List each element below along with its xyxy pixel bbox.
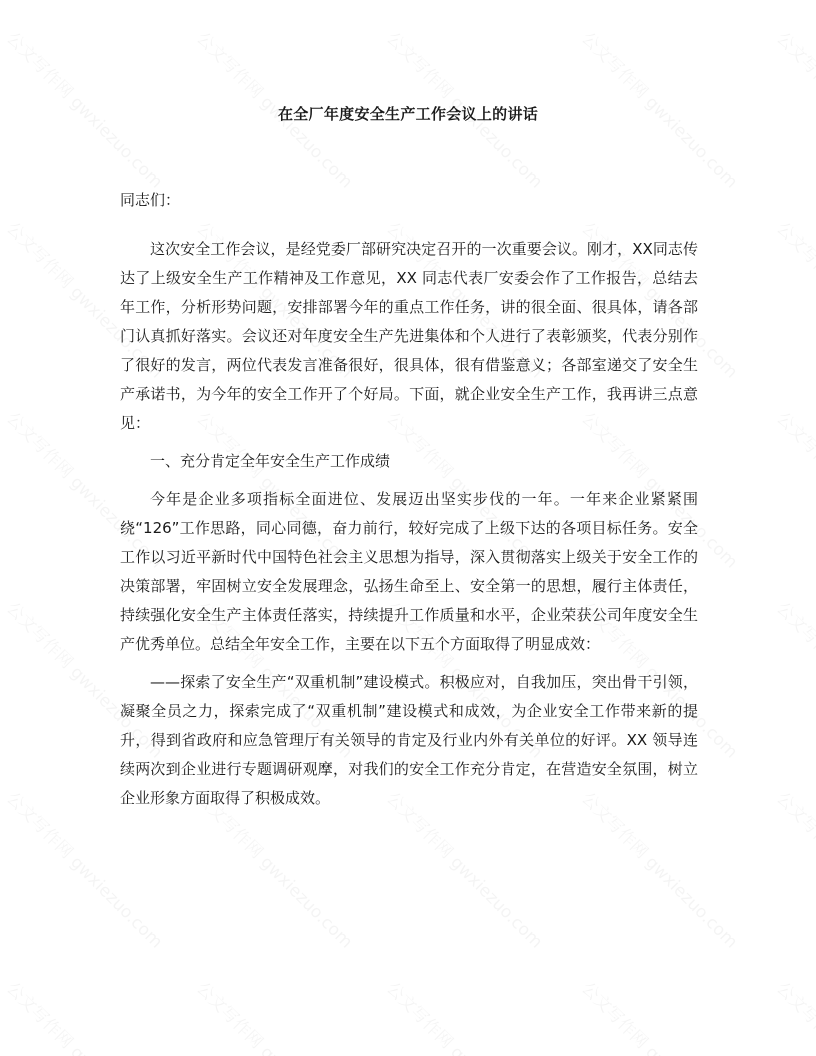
watermark-text-27	[382, 975, 549, 1056]
watermark-text-19	[772, 595, 816, 762]
watermark-text-28	[577, 975, 744, 1056]
paragraph-achievements: 今年是企业多项指标全面进位、发展迈出坚实步伐的一年。一年来企业紧紧围绕“126”工作思路，同心同德，奋力前行，较好完成了上级下达的各项目标任务。安全工作以习近平新时代中国特色社会主义思想为指导，深入贯彻落实上级关于安全工作的决策部署，牢固树立安全发展理念，弘扬生命至上、安全第一的思想，履行主体责任，持续强化安全生产主体责任落实，持续提升工作质量和水平，企业荣获公司年度安全生产优秀单位。总结全年安全工作，主要在以下五个方面取得了明显成效：	[120, 490, 698, 653]
document-body	[120, 186, 698, 822]
paragraph-dual-mechanism: ——探索了安全生产“双重机制”建设模式。积极应对，自我加压，突出骨干引领，凝聚全员之力，探索完成了“双重机制”建设模式和成效，为企业安全工作带来新的提升，得到省政府和应急管理厅有关领导的肯定及行业内外有关单位的好评。XX 领导连续两次到企业进行专题调研观摩，对我们的安全工作充分肯定，在营造安全氛围，树立企业形象方面取得了积极成效。	[120, 673, 698, 807]
watermark-text-14	[772, 405, 816, 572]
watermark-text-26	[192, 975, 359, 1056]
watermark-text-25	[2, 975, 169, 1056]
watermark-text-9	[772, 215, 816, 382]
section-heading-1: 一、充分肯定全年安全生产工作成绩	[150, 452, 391, 470]
document-title: 在全厂年度安全生产工作会议上的讲话	[277, 105, 539, 123]
salutation: 同志们：	[120, 191, 181, 209]
watermark-text-24	[772, 785, 816, 952]
watermark-text-29	[772, 975, 816, 1056]
paragraph-intro: 这次安全工作会议，是经党委厂部研究决定召开的一次重要会议。刚才，XX同志传达了上级安全生产工作精神及工作意见，XX 同志代表厂安委会作了工作报告，总结去年工作，分析形势问题，安排部署今年的重点工作任务，讲的很全面、很具体，请各部门认真抓好落实。会议还对年度安全生产先进集体和个人进行了表彰颁奖，代表分别作了很好的发言，两位代表发言准备很好，很具体，很有借鉴意义；各部室递交了安全生产承诺书，为今年的安全工作开了个好局。下面，就企业安全生产工作，我再讲三点意见：	[120, 240, 698, 432]
